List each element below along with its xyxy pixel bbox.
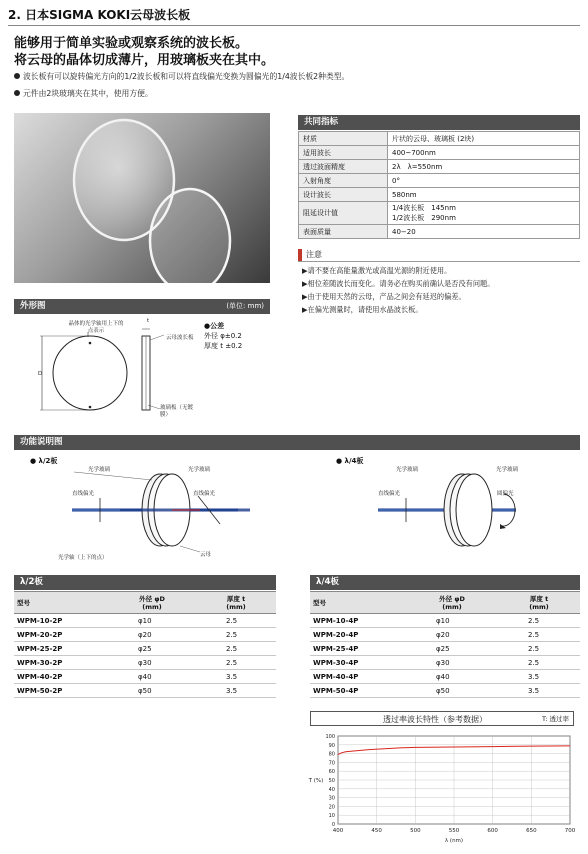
thickness-cell: 2.5 (196, 628, 276, 642)
model-cell: WPM-50-4P (310, 684, 406, 698)
y-tick-label: 30 (328, 795, 335, 802)
half-col-model: 型号 (14, 592, 108, 614)
tolerance-thickness: 厚度 t ±0.2 (204, 342, 243, 350)
half-wave-diagram (60, 466, 250, 558)
spec-row (299, 174, 580, 188)
model-cell: WPM-20-4P (310, 628, 406, 642)
y-axis-label: T (%) (308, 778, 324, 784)
notes-header (298, 249, 580, 262)
table-row (14, 684, 276, 698)
chart-title: 透过率波长特性（参考数据） (383, 715, 487, 724)
half-col-thickness: 厚度 t (mm) (196, 592, 276, 614)
red-marker (298, 249, 302, 261)
table-row (310, 656, 580, 670)
quarter-wave-diagram-title: ● λ/4板 (336, 457, 364, 465)
y-tick-label: 0 (331, 822, 335, 828)
x-tick-label: 600 (487, 828, 498, 834)
model-cell: WPM-50-2P (14, 684, 108, 698)
axis-dots-label: 晶体的光学轴用上下的点表示 (68, 321, 124, 334)
half-axis-label: 光学轴（上下的点） (58, 555, 108, 561)
note-2: ▶相位差随波长而变化。请务必在购买前确认是否没有问题。 (302, 279, 495, 288)
thickness-cell: 2.5 (498, 642, 580, 656)
y-tick-label: 100 (325, 734, 335, 740)
table-row (310, 628, 580, 642)
od-cell: φ40 (406, 670, 498, 684)
spec-key: 材质 (299, 132, 388, 146)
table-row (14, 628, 276, 642)
note-1: ▶请不要在高能量激光或高温光源的附近使用。 (302, 266, 452, 275)
spec-key: 设计波长 (299, 188, 388, 202)
spec-row (299, 225, 580, 239)
model-cell: WPM-30-2P (14, 656, 108, 670)
spec-row (299, 132, 580, 146)
quarter-col-model: 型号 (310, 592, 406, 614)
table-row (14, 642, 276, 656)
notes-title: 注意 (306, 250, 322, 259)
thickness-cell: 2.5 (498, 628, 580, 642)
od-cell: φ10 (406, 614, 498, 628)
spec-value: 580nm (388, 188, 580, 202)
note-4: ▶在偏光测量时，请使用水晶波长板。 (302, 305, 423, 314)
half-table-title: λ/2板 (14, 575, 276, 590)
half-wave-diagram-title: ● λ/2板 (30, 457, 58, 465)
model-cell: WPM-40-2P (14, 670, 108, 684)
y-tick-label: 20 (328, 804, 335, 811)
quarter-wave-diagram (366, 466, 526, 558)
half-glass-label-2: 光学玻璃 (188, 467, 211, 473)
x-tick-label: 450 (371, 828, 382, 834)
dim-t-label: t (147, 318, 150, 324)
spec-row (299, 146, 580, 160)
tolerance-title: ●公差 (204, 322, 225, 330)
x-tick-label: 650 (526, 828, 537, 834)
od-cell: φ50 (406, 684, 498, 698)
spec-value: 40−20 (388, 225, 580, 239)
spec-key: 阻延设计值 (299, 202, 388, 225)
model-cell: WPM-10-2P (14, 614, 108, 628)
thickness-cell: 2.5 (196, 614, 276, 628)
waveplate-photo-graphic (14, 113, 270, 283)
note-3: ▶由于使用天然的云母，产品之间会有延迟的偏差。 (302, 292, 466, 301)
quarter-col-od: 外径 φD (mm) (406, 592, 498, 614)
quarter-output-pol-label: 圆偏光 (497, 491, 514, 497)
y-tick-label: 40 (328, 786, 335, 793)
lead-line-1: 能够用于简单实验或观察系统的波长板。 (14, 36, 249, 51)
y-tick-label: 70 (328, 760, 335, 767)
spec-value: 0° (388, 174, 580, 188)
glass-plate-label: 玻璃板（无镀膜） (160, 405, 194, 418)
x-tick-label: 700 (564, 828, 576, 834)
tolerance-od: 外径 φ±0.2 (204, 332, 242, 340)
chart-header (310, 711, 574, 726)
y-tick-label: 10 (328, 813, 335, 820)
model-cell: WPM-40-4P (310, 670, 406, 684)
table-row (310, 670, 580, 684)
thickness-cell: 3.5 (196, 684, 276, 698)
od-cell: φ50 (108, 684, 196, 698)
thickness-cell: 2.5 (196, 642, 276, 656)
chart-legend: T: 透过率 (541, 715, 569, 723)
transmission-chart (306, 730, 582, 852)
mica-plate-label: 云母波长板 (166, 335, 194, 341)
model-cell: WPM-25-4P (310, 642, 406, 656)
outline-unit: (单位: mm) (226, 302, 264, 310)
table-row (310, 642, 580, 656)
x-tick-label: 400 (332, 828, 344, 834)
od-cell: φ30 (406, 656, 498, 670)
table-row (14, 670, 276, 684)
spec-value: 2λ λ=550nm (388, 160, 580, 174)
quarter-input-pol-label: 直线偏光 (378, 491, 401, 497)
od-cell: φ30 (108, 656, 196, 670)
table-row (14, 614, 276, 628)
y-tick-label: 80 (328, 751, 335, 758)
product-photo (14, 113, 270, 283)
thickness-cell: 2.5 (196, 656, 276, 670)
spec-value: 1/4波长板 145nm 1/2波长板 290nm (388, 202, 580, 225)
spec-title-bar: 共同指标 (298, 115, 580, 130)
spec-key: 表面质量 (299, 225, 388, 239)
od-cell: φ20 (406, 628, 498, 642)
dim-D-label: D (38, 371, 43, 377)
outline-drawing (40, 325, 170, 420)
function-title-bar: 功能说明图 (14, 435, 580, 450)
bullet-2 (14, 88, 153, 99)
spec-key: 入射角度 (299, 174, 388, 188)
spec-value: 400~700nm (388, 146, 580, 160)
thickness-cell: 3.5 (498, 684, 580, 698)
title-rule (8, 25, 580, 26)
half-mica-label: 云母 (200, 552, 212, 558)
spec-row (299, 160, 580, 174)
od-cell: φ20 (108, 628, 196, 642)
y-tick-label: 90 (328, 742, 335, 749)
x-axis-label: λ (nm) (444, 838, 464, 844)
model-cell: WPM-30-4P (310, 656, 406, 670)
bullet-dot-icon (14, 73, 20, 79)
spec-row (299, 202, 580, 225)
quarter-table-title: λ/4板 (310, 575, 580, 590)
half-product-table (14, 591, 276, 698)
thickness-cell: 2.5 (498, 656, 580, 670)
model-cell: WPM-25-2P (14, 642, 108, 656)
half-col-od: 外径 φD (mm) (108, 592, 196, 614)
y-tick-label: 50 (328, 778, 335, 784)
bullet-1-text: 波长板有可以旋转偏光方向的1/2波长板和可以将直线偏光变换为圆偏光的1/4波长板2种类型。 (23, 72, 350, 81)
bullet-dot-icon (14, 90, 20, 96)
quarter-glass-label-1: 光学玻璃 (396, 467, 419, 473)
model-cell: WPM-10-4P (310, 614, 406, 628)
model-cell: WPM-20-2P (14, 628, 108, 642)
thickness-cell: 3.5 (196, 670, 276, 684)
spec-key: 适用波长 (299, 146, 388, 160)
y-tick-label: 60 (328, 769, 335, 776)
x-tick-label: 550 (448, 828, 460, 834)
outline-title: 外形图 (20, 301, 46, 311)
spec-key: 透过波面精度 (299, 160, 388, 174)
half-glass-label-1: 光学玻璃 (88, 467, 111, 473)
table-row (310, 684, 580, 698)
table-row (14, 656, 276, 670)
spec-table (298, 131, 580, 239)
spec-value: 片状的云母、玻璃板 (2块) (388, 132, 580, 146)
table-row (310, 614, 580, 628)
spec-row (299, 188, 580, 202)
bullet-2-text: 元件由2块玻璃夹在其中，使用方便。 (23, 89, 153, 98)
lead-line-2: 将云母的晶体切成薄片，用玻璃板夹在其中。 (14, 53, 275, 68)
thickness-cell: 3.5 (498, 670, 580, 684)
quarter-glass-label-2: 光学玻璃 (496, 467, 519, 473)
quarter-product-table (310, 591, 580, 698)
od-cell: φ10 (108, 614, 196, 628)
half-output-pol-label: 直线偏光 (193, 491, 216, 497)
od-cell: φ25 (406, 642, 498, 656)
bullet-1 (14, 71, 349, 82)
thickness-cell: 2.5 (498, 614, 580, 628)
x-tick-label: 500 (410, 828, 421, 834)
od-cell: φ25 (108, 642, 196, 656)
outline-title-bar (14, 299, 270, 314)
od-cell: φ40 (108, 670, 196, 684)
page-title: 2. 日本SIGMA KOKI云母波长板 (8, 8, 191, 22)
quarter-col-thickness: 厚度 t (mm) (498, 592, 580, 614)
half-input-pol-label: 直线偏光 (72, 491, 95, 497)
